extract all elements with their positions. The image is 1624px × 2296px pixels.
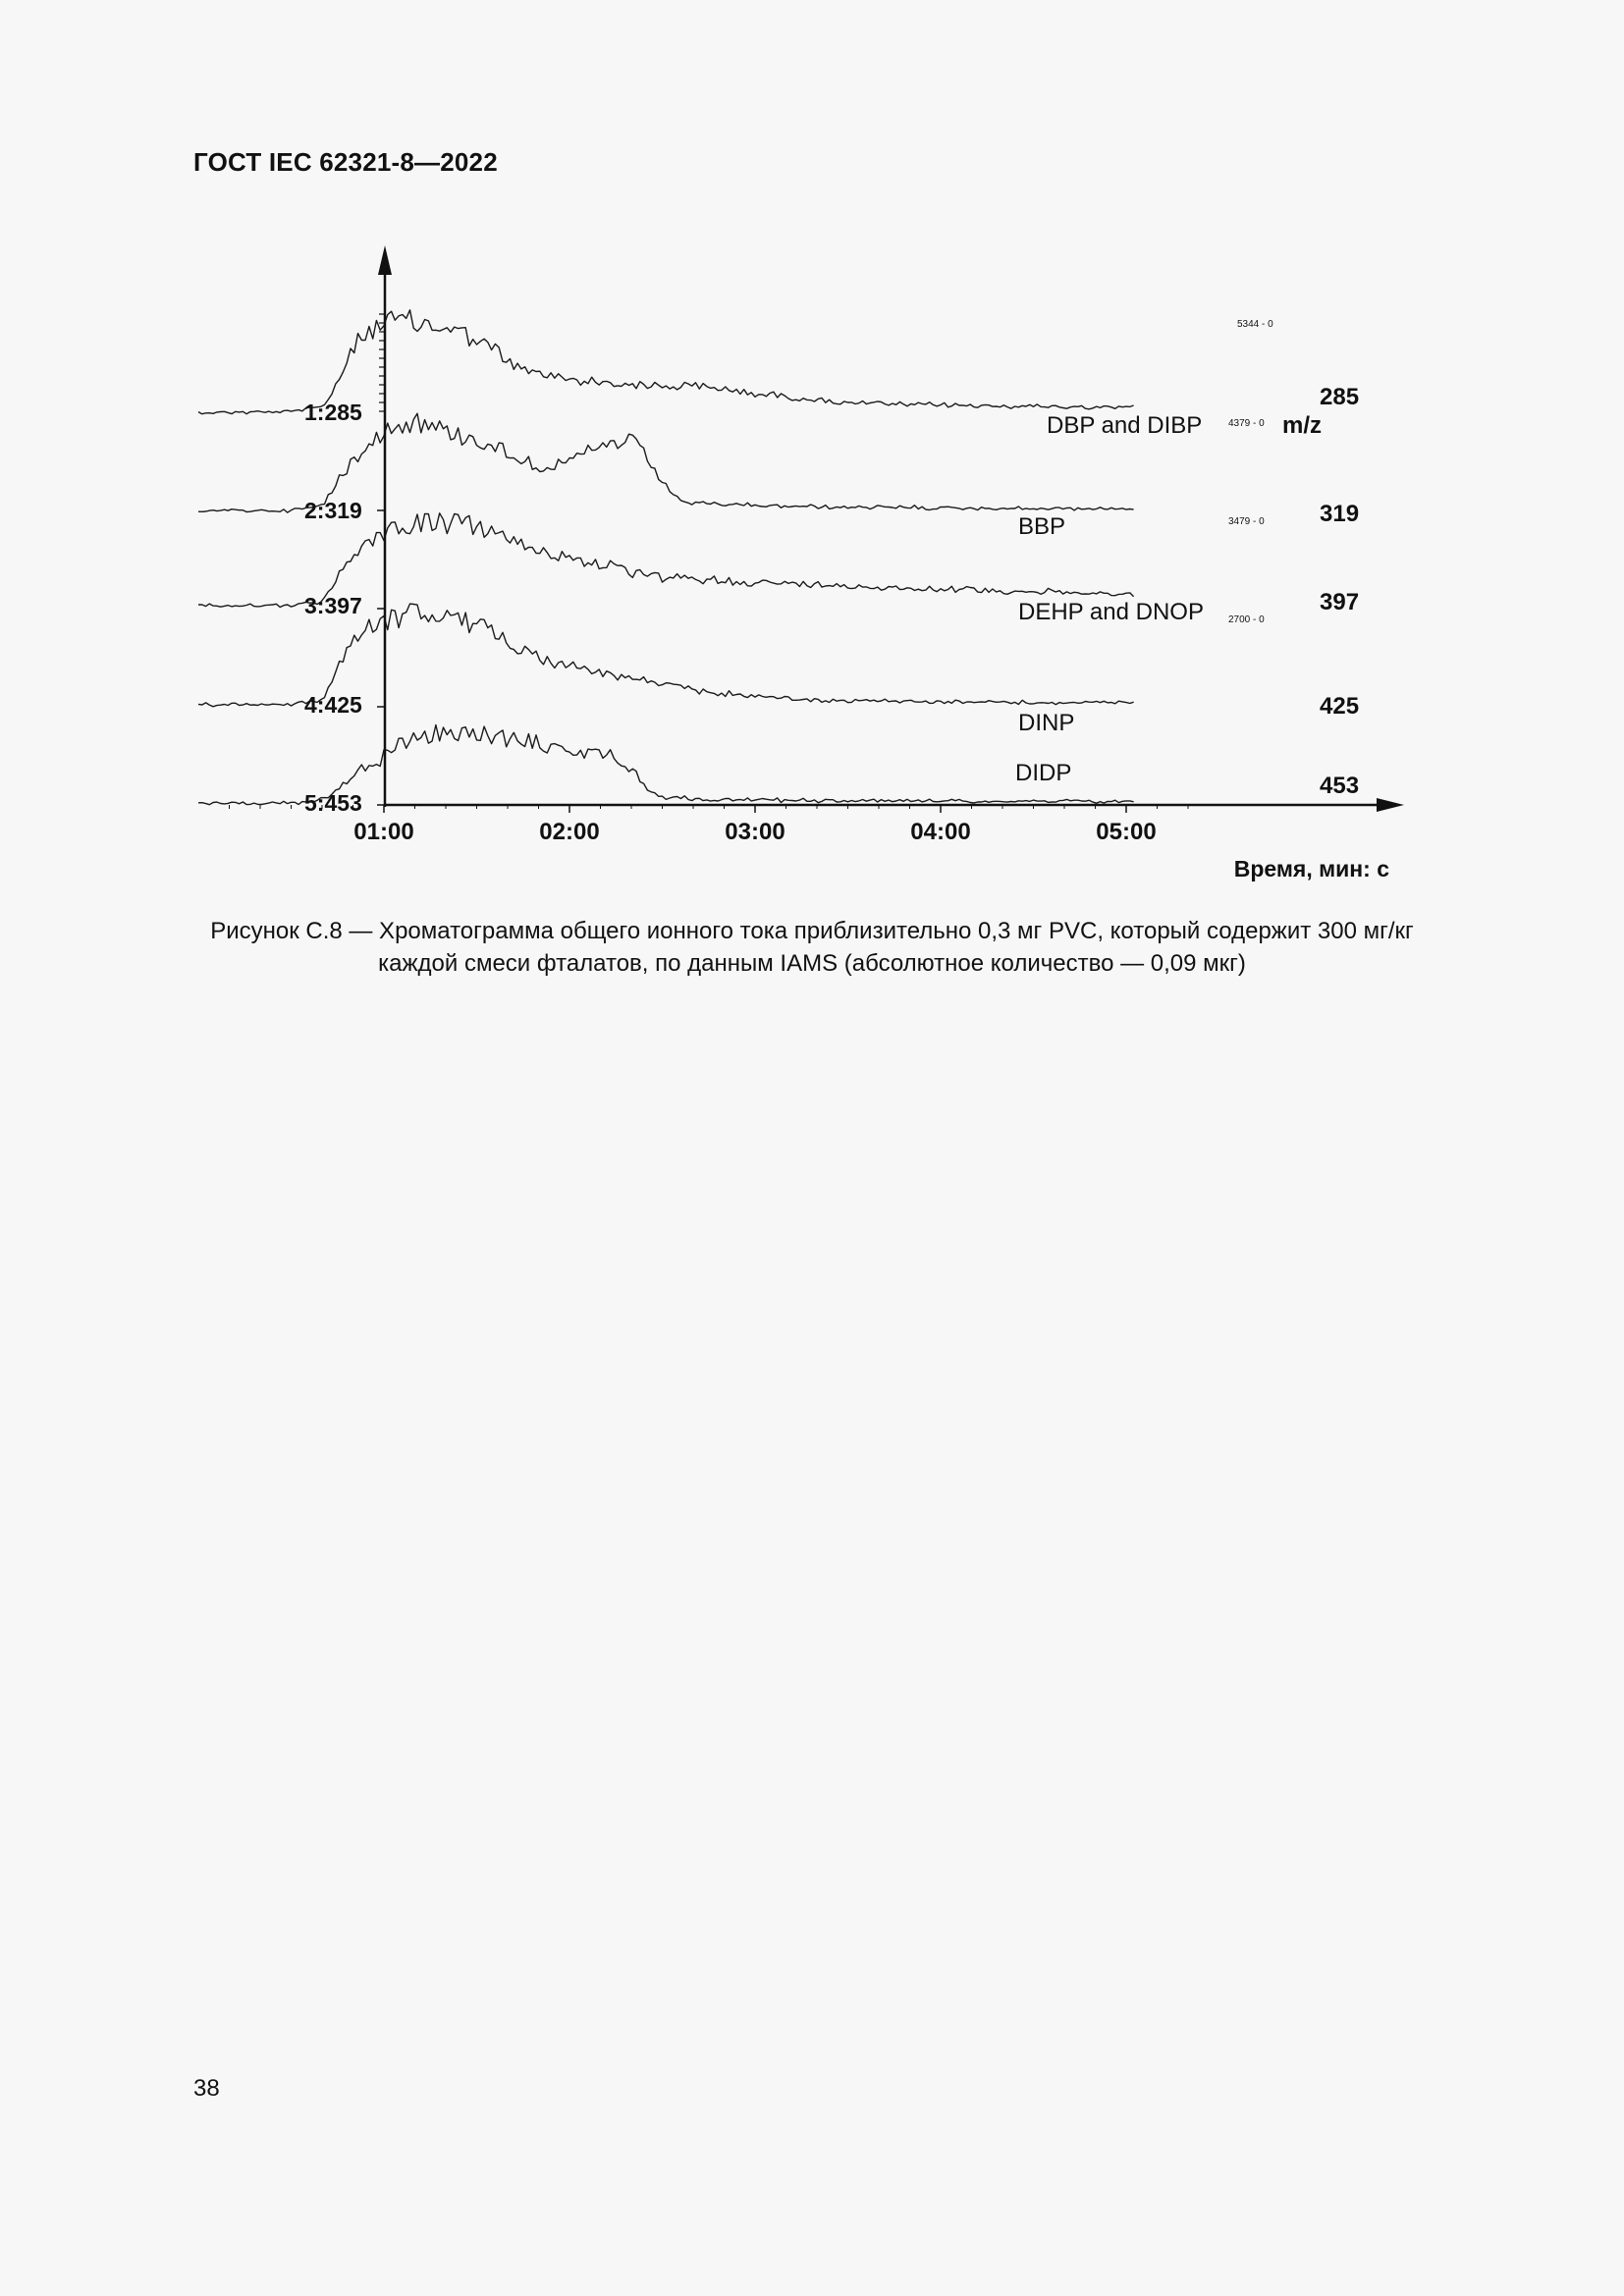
intensity-scale-label: 3479 - 0	[1228, 516, 1265, 527]
figure-caption-line-2: каждой смеси фталатов, по данным IAMS (абсолютное количество — 0,09 мкг)	[378, 950, 1246, 977]
channel-label: 5:453	[304, 790, 362, 817]
document-header: ГОСТ IEC 62321-8—2022	[193, 147, 498, 177]
channel-label: 3:397	[304, 593, 362, 619]
page-number: 38	[193, 2075, 220, 2102]
x-tick-label: 05:00	[1096, 819, 1157, 845]
mz-value-label: 397	[1320, 589, 1360, 615]
intensity-scale-label: 5344 - 0	[1237, 319, 1273, 330]
trace-line-mz-285	[198, 310, 1134, 414]
mz-value-label: 319	[1320, 501, 1360, 527]
x-axis-arrow	[1377, 798, 1404, 812]
channel-label: 2:319	[304, 498, 362, 524]
x-tick-label: 03:00	[725, 819, 785, 845]
compound-label: DEHP and DNOP	[1018, 599, 1204, 625]
compound-label: DIDP	[1015, 760, 1072, 786]
intensity-scale-label: 4379 - 0	[1228, 418, 1265, 429]
channel-label: 1:285	[304, 400, 362, 426]
y-axis-arrow	[378, 245, 392, 275]
mz-value-label: 425	[1320, 693, 1360, 720]
figure-caption-line-1: Рисунок С.8 — Хроматограмма общего ионного тока приблизительно 0,3 мг PVC, который содержит 300 мг/кг	[210, 918, 1414, 944]
mz-value-label: 285	[1320, 384, 1360, 410]
compound-label: DINP	[1018, 710, 1075, 736]
figure-caption	[196, 915, 1428, 980]
chromatogram-chart	[0, 0, 1624, 942]
channel-label: 4:425	[304, 692, 362, 719]
x-tick-label: 02:00	[539, 819, 600, 845]
mz-value-label: 453	[1320, 773, 1360, 799]
x-axis-title: Время, мин: с	[1233, 856, 1389, 881]
compound-label: BBP	[1018, 513, 1066, 540]
x-tick-label: 04:00	[910, 819, 971, 845]
intensity-scale-label: 2700 - 0	[1228, 614, 1265, 625]
mz-axis-label: m/z	[1282, 412, 1323, 439]
x-tick-label: 01:00	[353, 819, 414, 845]
compound-label: DBP and DIBP	[1047, 412, 1203, 439]
